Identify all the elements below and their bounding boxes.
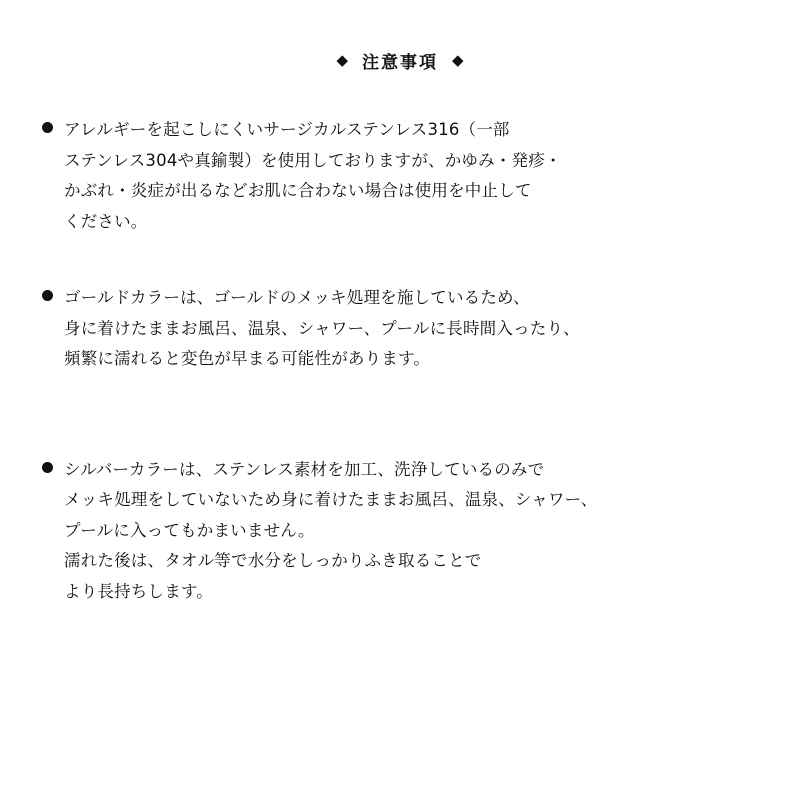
page-title-row: [40, 48, 760, 73]
notice-line: かぶれ・炎症が出るなどお肌に合わない場合は使用を中止して: [64, 181, 532, 201]
notice-list: [40, 115, 760, 607]
notice-line: ゴールドカラーは、ゴールドのメッキ処理を施しているため、: [64, 288, 530, 308]
notice-line: メッキ処理をしていないため身に着けたままお風呂、温泉、シャワー、: [64, 490, 598, 510]
notice-line: より長持ちします。: [64, 581, 213, 601]
diamond-left-icon: ◆: [336, 51, 348, 69]
notice-text-block: [64, 455, 758, 608]
bullet-icon: [42, 122, 53, 133]
notice-line: ステンレス304や真鍮製）を使用しておりますが、かゆみ・発疹・: [64, 150, 562, 170]
diamond-right-icon: ◆: [452, 51, 464, 69]
notice-line: アレルギーを起こしにくいサージカルステンレス316（一部: [64, 120, 510, 139]
notice-line: プールに入ってもかまいません。: [64, 520, 315, 540]
notice-line: ください。: [64, 211, 148, 231]
section-spacer: [42, 421, 758, 455]
bullet-icon: [42, 462, 53, 473]
notice-line: 濡れた後は、タオル等で水分をしっかりふき取ることで: [64, 551, 482, 571]
notice-line: シルバーカラーは、ステンレス素材を加工、洗浄しているのみで: [64, 459, 545, 479]
bullet-icon: [42, 290, 53, 301]
notice-text-block: [64, 115, 758, 237]
list-item: [42, 115, 758, 237]
list-item: [42, 283, 758, 375]
page-title: 注意事項: [362, 53, 438, 73]
notice-line: 身に着けたままお風呂、温泉、シャワー、プールに長時間入ったり、: [64, 318, 580, 338]
notice-text-block: [64, 283, 758, 375]
notice-line: 頻繁に濡れると変色が早まる可能性があります。: [64, 349, 431, 369]
list-item: [42, 455, 758, 608]
